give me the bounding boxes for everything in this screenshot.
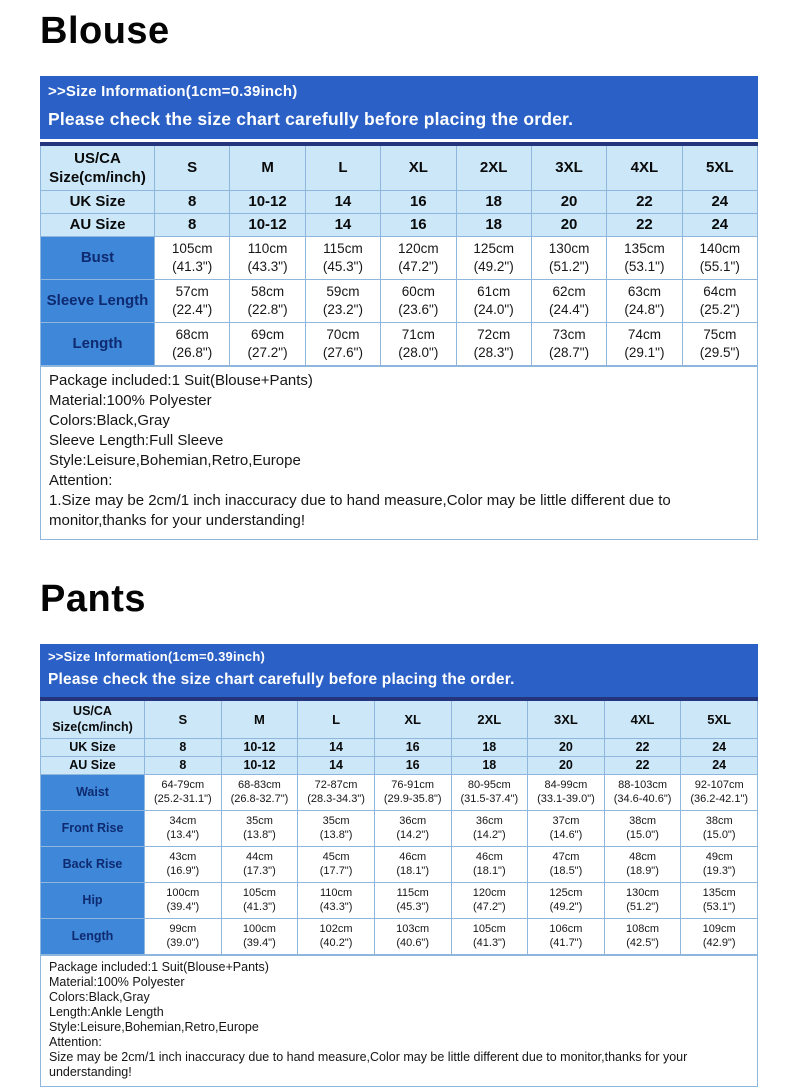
measurement-label: Hip xyxy=(41,882,145,918)
measurement-value-cell xyxy=(681,810,758,846)
measurement-value-cell xyxy=(682,236,757,279)
measurement-value-cell xyxy=(221,774,298,810)
region-size-value: 8 xyxy=(145,756,222,774)
measurement-value-cell xyxy=(604,882,681,918)
info-line: Material:100% Polyester xyxy=(49,974,185,989)
region-size-value: 22 xyxy=(604,738,681,756)
measurement-value-cell xyxy=(381,236,456,279)
measurement-label: Back Rise xyxy=(41,846,145,882)
inch-value: (29.1") xyxy=(624,344,665,360)
inch-value: (49.2") xyxy=(549,901,583,914)
region-size-value: 16 xyxy=(381,190,456,213)
measurement-value-cell xyxy=(298,810,375,846)
inch-value: (47.2") xyxy=(472,901,506,914)
cm-value: 115cm xyxy=(396,887,429,900)
inch-value: (26.8") xyxy=(172,344,213,360)
measurement-value-cell xyxy=(305,322,380,365)
measurement-value-cell xyxy=(381,279,456,322)
region-size-value: 18 xyxy=(456,190,531,213)
measurement-value-cell xyxy=(381,322,456,365)
region-size-label: AU Size xyxy=(41,213,155,236)
measurement-value-cell xyxy=(456,279,531,322)
inch-value: (53.1") xyxy=(702,901,736,914)
cm-value: 60cm xyxy=(401,283,435,299)
info-line: Attention: xyxy=(49,471,113,489)
cm-value: 49cm xyxy=(705,851,733,864)
cm-value: 69cm xyxy=(251,326,285,342)
region-size-value: 14 xyxy=(298,738,375,756)
inch-value: (51.2") xyxy=(549,258,590,274)
measurement-row xyxy=(41,279,758,322)
measurement-value-cell xyxy=(230,322,305,365)
size-column-header: 4XL xyxy=(604,699,681,739)
us-ca-size-header xyxy=(41,144,155,191)
cm-value: 84-99cm xyxy=(544,779,588,792)
blouse-size-table xyxy=(40,142,758,366)
cm-value: 100cm xyxy=(242,923,276,936)
info-line: Package included:1 Suit(Blouse+Pants) xyxy=(49,371,313,389)
cm-value: 64cm xyxy=(703,283,737,299)
cm-value: 63cm xyxy=(627,283,661,299)
size-column-header: M xyxy=(230,144,305,191)
cm-value: 62cm xyxy=(552,283,586,299)
region-size-value: 10-12 xyxy=(221,756,298,774)
cm-value: 130cm xyxy=(626,887,660,900)
measurement-value-cell xyxy=(305,279,380,322)
size-column-header: 4XL xyxy=(607,144,682,191)
region-size-value: 16 xyxy=(374,756,451,774)
measurement-value-cell xyxy=(305,236,380,279)
cm-value: 120cm xyxy=(472,887,506,900)
inch-value: (39.0") xyxy=(166,937,200,950)
pants-size-info-banner xyxy=(40,644,758,697)
cm-value: 36cm xyxy=(399,815,427,828)
cm-value: 34cm xyxy=(169,815,197,828)
measurement-value-cell xyxy=(528,810,605,846)
measurement-label: Front Rise xyxy=(41,810,145,846)
size-column-header: 3XL xyxy=(528,699,605,739)
info-line: Colors:Black,Gray xyxy=(49,989,150,1004)
us-ca-size-header xyxy=(41,699,145,739)
measurement-value-cell xyxy=(528,774,605,810)
measurement-value-cell xyxy=(607,322,682,365)
cm-value: 46cm xyxy=(475,851,503,864)
inch-value: (41.3") xyxy=(472,937,506,950)
measurement-value-cell xyxy=(221,846,298,882)
region-size-value: 8 xyxy=(155,213,230,236)
measurement-value-cell xyxy=(298,882,375,918)
inch-value: (49.2") xyxy=(473,258,514,274)
cm-value: 108cm xyxy=(626,923,660,936)
measurement-value-cell xyxy=(145,882,222,918)
inch-value: (26.8-32.7") xyxy=(230,793,289,806)
inch-value: (18.1") xyxy=(396,865,429,878)
info-line: Length:Ankle Length xyxy=(49,1004,164,1019)
cm-value: 57cm xyxy=(175,283,209,299)
measurement-row xyxy=(41,322,758,365)
size-column-header: 5XL xyxy=(681,699,758,739)
info-line: Sleeve Length:Full Sleeve xyxy=(49,431,224,449)
measurement-value-cell xyxy=(681,774,758,810)
blouse-info-box xyxy=(40,366,758,540)
inch-value: (24.4") xyxy=(549,301,590,317)
measurement-value-cell xyxy=(374,846,451,882)
banner-check-notice-text: Please check the size chart carefully before placing the order. xyxy=(48,108,574,129)
measurement-value-cell xyxy=(155,322,230,365)
measurement-value-cell xyxy=(607,279,682,322)
measurement-value-cell xyxy=(155,279,230,322)
cm-value: 75cm xyxy=(703,326,737,342)
region-size-value: 22 xyxy=(604,756,681,774)
measurement-value-cell xyxy=(681,846,758,882)
region-size-value: 14 xyxy=(305,190,380,213)
inch-value: (22.4") xyxy=(172,301,213,317)
region-size-value: 14 xyxy=(298,756,375,774)
measurement-value-cell xyxy=(682,322,757,365)
measurement-value-cell xyxy=(604,774,681,810)
measurement-row xyxy=(41,810,758,846)
info-line: Package included:1 Suit(Blouse+Pants) xyxy=(49,959,269,974)
cm-value: 73cm xyxy=(552,326,586,342)
measurement-value-cell xyxy=(451,918,528,954)
measurement-value-cell xyxy=(604,846,681,882)
region-size-value: 20 xyxy=(528,738,605,756)
inch-value: (14.2") xyxy=(472,829,506,842)
cm-value: 61cm xyxy=(477,283,511,299)
measurement-value-cell xyxy=(230,279,305,322)
measurement-label: Length xyxy=(41,918,145,954)
inch-value: (29.9-35.8") xyxy=(383,793,442,806)
cm-value: 35cm xyxy=(322,815,350,828)
region-size-value: 14 xyxy=(305,213,380,236)
inch-value: (22.8") xyxy=(247,301,288,317)
region-size-value: 18 xyxy=(451,738,528,756)
pants-size-table xyxy=(40,697,758,955)
blouse-title: Blouse xyxy=(40,10,170,52)
cm-value: 110cm xyxy=(247,240,288,256)
cm-value: 76-91cm xyxy=(391,779,435,792)
blouse-section xyxy=(40,12,758,540)
region-size-row xyxy=(41,190,758,213)
measurement-row xyxy=(41,918,758,954)
inch-value: (47.2") xyxy=(398,258,439,274)
inch-value: (16.9") xyxy=(166,865,200,878)
measurement-value-cell xyxy=(145,810,222,846)
size-column-header: XL xyxy=(374,699,451,739)
inch-value: (27.2") xyxy=(247,344,288,360)
cm-value: 70cm xyxy=(326,326,360,342)
region-size-value: 8 xyxy=(155,190,230,213)
cm-value: 105cm xyxy=(472,923,506,936)
inch-value: (40.6") xyxy=(396,937,429,950)
inch-value: (19.3") xyxy=(702,865,736,878)
measurement-value-cell xyxy=(221,810,298,846)
inch-value: (42.9") xyxy=(702,937,736,950)
region-size-value: 24 xyxy=(682,190,757,213)
inch-value: (15.0") xyxy=(702,829,736,842)
measurement-value-cell xyxy=(682,279,757,322)
measurement-value-cell xyxy=(298,774,375,810)
inch-value: (23.6") xyxy=(398,301,439,317)
measurement-value-cell xyxy=(374,810,451,846)
inch-value: (27.6") xyxy=(322,344,363,360)
inch-value: (24.8") xyxy=(624,301,665,317)
inch-value: (51.2") xyxy=(626,901,659,914)
cm-value: 105cm xyxy=(242,887,276,900)
measurement-value-cell xyxy=(221,882,298,918)
measurement-value-cell xyxy=(374,774,451,810)
inch-value: (23.2") xyxy=(322,301,363,317)
region-size-value: 18 xyxy=(456,213,531,236)
inch-value: (13.4") xyxy=(166,829,200,842)
region-size-value: 16 xyxy=(381,213,456,236)
inch-value: (41.3") xyxy=(172,258,213,274)
info-line: Size may be 2cm/1 inch inaccuracy due to hand measure,Color may be little different due to monitor,thanks for your understanding! xyxy=(49,1049,688,1079)
measurement-value-cell xyxy=(456,322,531,365)
inch-value: (36.2-42.1") xyxy=(690,793,749,806)
region-size-value: 20 xyxy=(531,213,606,236)
inch-value: (13.8") xyxy=(319,829,353,842)
corner-line-1: US/CA xyxy=(73,704,112,719)
inch-value: (43.3") xyxy=(319,901,353,914)
info-line: Style:Leisure,Bohemian,Retro,Europe xyxy=(49,1019,259,1034)
inch-value: (18.1") xyxy=(472,865,506,878)
inch-value: (41.7") xyxy=(549,937,583,950)
measurement-value-cell xyxy=(374,882,451,918)
inch-value: (14.6") xyxy=(549,829,583,842)
cm-value: 88-103cm xyxy=(618,779,668,792)
cm-value: 71cm xyxy=(401,326,435,342)
region-size-value: 20 xyxy=(528,756,605,774)
measurement-value-cell xyxy=(451,882,528,918)
inch-value: (45.3") xyxy=(396,901,429,914)
measurement-value-cell xyxy=(451,774,528,810)
measurement-label: Sleeve Length xyxy=(41,279,155,322)
cm-value: 64-79cm xyxy=(161,779,205,792)
cm-value: 48cm xyxy=(629,851,657,864)
cm-value: 110cm xyxy=(319,887,353,900)
cm-value: 68-83cm xyxy=(238,779,281,792)
inch-value: (33.1-39.0") xyxy=(537,793,595,806)
size-column-header: XL xyxy=(381,144,456,191)
inch-value: (39.4") xyxy=(166,901,200,914)
inch-value: (41.3") xyxy=(243,901,276,914)
size-column-header: L xyxy=(298,699,375,739)
banner-size-information-text: >>Size Information(1cm=0.39inch) xyxy=(48,648,265,664)
size-column-header: 2XL xyxy=(451,699,528,739)
cm-value: 59cm xyxy=(326,283,360,299)
cm-value: 68cm xyxy=(175,326,209,342)
measurement-row xyxy=(41,846,758,882)
inch-value: (34.6-40.6") xyxy=(613,793,672,806)
region-size-value: 10-12 xyxy=(230,190,305,213)
measurement-value-cell xyxy=(531,279,606,322)
measurement-value-cell xyxy=(528,882,605,918)
measurement-value-cell xyxy=(456,236,531,279)
cm-value: 100cm xyxy=(166,887,200,900)
cm-value: 37cm xyxy=(552,815,580,828)
region-size-value: 10-12 xyxy=(230,213,305,236)
region-size-value: 18 xyxy=(451,756,528,774)
cm-value: 109cm xyxy=(702,923,736,936)
measurement-value-cell xyxy=(607,236,682,279)
cm-value: 44cm xyxy=(245,851,273,864)
cm-value: 140cm xyxy=(699,240,741,256)
size-column-header: S xyxy=(145,699,222,739)
measurement-label: Waist xyxy=(41,774,145,810)
measurement-value-cell xyxy=(145,918,222,954)
inch-value: (55.1") xyxy=(699,258,740,274)
region-size-value: 22 xyxy=(607,190,682,213)
region-size-value: 8 xyxy=(145,738,222,756)
measurement-value-cell xyxy=(604,810,681,846)
measurement-row xyxy=(41,882,758,918)
cm-value: 80-95cm xyxy=(467,779,511,792)
inch-value: (28.3") xyxy=(473,344,514,360)
measurement-value-cell xyxy=(155,236,230,279)
measurement-value-cell xyxy=(221,918,298,954)
measurement-value-cell xyxy=(531,236,606,279)
size-header-row xyxy=(41,699,758,739)
inch-value: (14.2") xyxy=(396,829,429,842)
measurement-value-cell xyxy=(374,918,451,954)
inch-value: (43.3") xyxy=(247,258,288,274)
banner-size-information-text: >>Size Information(1cm=0.39inch) xyxy=(48,82,298,100)
inch-value: (29.5") xyxy=(699,344,740,360)
inch-value: (25.2") xyxy=(699,301,740,317)
cm-value: 92-107cm xyxy=(694,779,744,792)
measurement-value-cell xyxy=(681,918,758,954)
inch-value: (40.2") xyxy=(319,937,353,950)
measurement-row xyxy=(41,236,758,279)
cm-value: 35cm xyxy=(245,815,273,828)
size-column-header: 2XL xyxy=(456,144,531,191)
cm-value: 135cm xyxy=(702,887,736,900)
info-line: Colors:Black,Gray xyxy=(49,411,170,429)
region-size-row xyxy=(41,756,758,774)
inch-value: (53.1") xyxy=(624,258,665,274)
cm-value: 38cm xyxy=(629,815,657,828)
measurement-label: Bust xyxy=(41,236,155,279)
region-size-value: 24 xyxy=(681,738,758,756)
region-size-label: AU Size xyxy=(41,756,145,774)
corner-line-2: Size(cm/inch) xyxy=(52,720,133,735)
inch-value: (28.7") xyxy=(549,344,590,360)
cm-value: 72-87cm xyxy=(314,779,358,792)
cm-value: 99cm xyxy=(169,923,197,936)
cm-value: 120cm xyxy=(398,240,439,256)
cm-value: 47cm xyxy=(552,851,580,864)
cm-value: 36cm xyxy=(475,815,503,828)
cm-value: 45cm xyxy=(322,851,350,864)
corner-line-1: US/CA xyxy=(74,149,121,167)
region-size-value: 22 xyxy=(607,213,682,236)
inch-value: (28.0") xyxy=(398,344,439,360)
measurement-value-cell xyxy=(604,918,681,954)
inch-value: (31.5-37.4") xyxy=(460,793,519,806)
measurement-value-cell xyxy=(528,918,605,954)
inch-value: (42.5") xyxy=(626,937,659,950)
cm-value: 115cm xyxy=(323,240,363,256)
info-line: Material:100% Polyester xyxy=(49,391,212,409)
measurement-value-cell xyxy=(451,846,528,882)
measurement-value-cell xyxy=(145,846,222,882)
measurement-value-cell xyxy=(531,322,606,365)
info-line: Attention: xyxy=(49,1034,102,1049)
region-size-value: 20 xyxy=(531,190,606,213)
cm-value: 43cm xyxy=(169,851,197,864)
inch-value: (18.9") xyxy=(626,865,659,878)
region-size-value: 24 xyxy=(681,756,758,774)
measurement-value-cell xyxy=(298,846,375,882)
corner-line-2: Size(cm/inch) xyxy=(49,168,146,186)
region-size-value: 24 xyxy=(682,213,757,236)
region-size-label: UK Size xyxy=(41,190,155,213)
inch-value: (28.3-34.3") xyxy=(307,793,365,806)
inch-value: (15.0") xyxy=(626,829,659,842)
cm-value: 102cm xyxy=(319,923,353,936)
size-column-header: 3XL xyxy=(531,144,606,191)
size-column-header: L xyxy=(305,144,380,191)
info-line: 1.Size may be 2cm/1 inch inaccuracy due to hand measure,Color may be little different due to monitor,thanks for your understanding! xyxy=(49,491,671,529)
measurement-value-cell xyxy=(230,236,305,279)
banner-check-notice-text: Please check the size chart carefully before placing the order. xyxy=(48,670,515,688)
pants-title: Pants xyxy=(40,577,146,620)
inch-value: (45.3") xyxy=(322,258,363,274)
cm-value: 103cm xyxy=(396,923,430,936)
info-line: Style:Leisure,Bohemian,Retro,Europe xyxy=(49,451,301,469)
inch-value: (25.2-31.1") xyxy=(153,793,212,806)
blouse-size-info-banner xyxy=(40,76,758,139)
inch-value: (18.5") xyxy=(549,865,583,878)
size-column-header: 5XL xyxy=(682,144,757,191)
cm-value: 130cm xyxy=(548,240,590,256)
region-size-row xyxy=(41,213,758,236)
measurement-value-cell xyxy=(298,918,375,954)
inch-value: (17.3") xyxy=(243,865,276,878)
cm-value: 105cm xyxy=(171,240,213,256)
cm-value: 125cm xyxy=(473,240,514,256)
cm-value: 58cm xyxy=(251,283,285,299)
measurement-value-cell xyxy=(681,882,758,918)
region-size-value: 16 xyxy=(374,738,451,756)
measurement-value-cell xyxy=(528,846,605,882)
cm-value: 74cm xyxy=(627,326,661,342)
region-size-row xyxy=(41,738,758,756)
size-header-row xyxy=(41,144,758,191)
region-size-label: UK Size xyxy=(41,738,145,756)
inch-value: (39.4") xyxy=(243,937,276,950)
size-column-header: S xyxy=(155,144,230,191)
measurement-value-cell xyxy=(451,810,528,846)
measurement-value-cell xyxy=(145,774,222,810)
measurement-row xyxy=(41,774,758,810)
cm-value: 38cm xyxy=(705,815,733,828)
inch-value: (13.8") xyxy=(243,829,276,842)
inch-value: (24.0") xyxy=(473,301,514,317)
cm-value: 106cm xyxy=(549,923,583,936)
cm-value: 125cm xyxy=(549,887,583,900)
cm-value: 72cm xyxy=(477,326,511,342)
region-size-value: 10-12 xyxy=(221,738,298,756)
size-column-header: M xyxy=(221,699,298,739)
inch-value: (17.7") xyxy=(319,865,353,878)
cm-value: 46cm xyxy=(399,851,427,864)
pants-section xyxy=(40,577,758,1087)
measurement-label: Length xyxy=(41,322,155,365)
cm-value: 135cm xyxy=(624,240,665,256)
